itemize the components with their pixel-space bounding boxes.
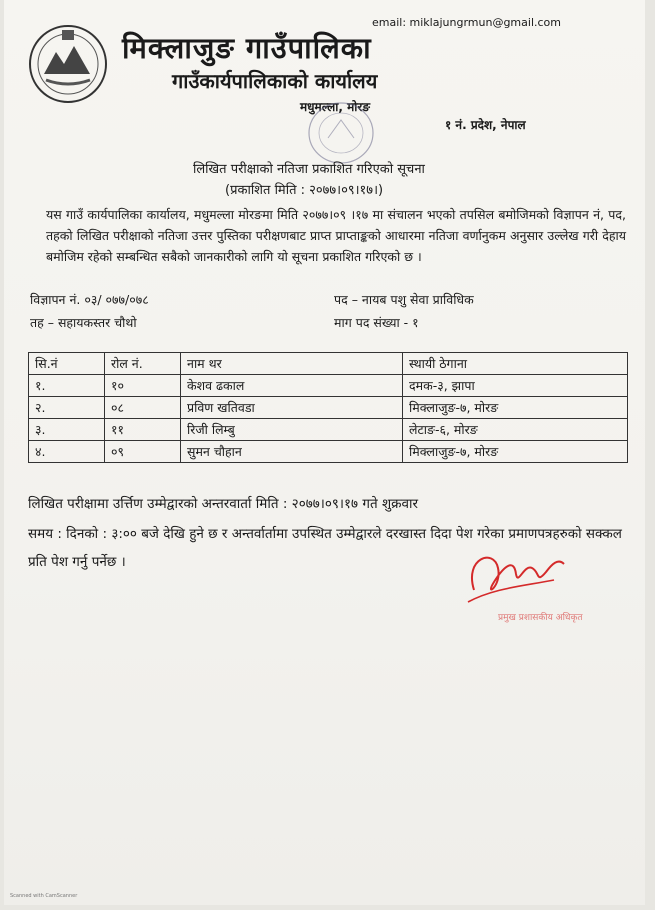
cell-name: केशव ढकाल (181, 375, 403, 397)
cell-serial: १. (29, 375, 105, 397)
post-name: पद – नायब पशु सेवा प्राविधिक (334, 292, 474, 307)
notice-page (4, 0, 645, 905)
cell-address: लेटाङ-६, मोरङ (403, 419, 628, 441)
published-date: (प्रकाशित मिति : २०७७।०९।१७।) (225, 183, 384, 198)
cell-name: प्रविण खतिवडा (181, 397, 403, 419)
cell-name: रिजी लिम्बु (181, 419, 403, 441)
province-label: १ नं. प्रदेश, नेपाल (445, 118, 526, 132)
interview-date: लिखित परीक्षामा उर्त्तिण उम्मेद्वारको अन्तरवार्ता मिति : २०७७।०९।१७ गते शुक्रवार (28, 496, 419, 512)
table-row (29, 441, 628, 463)
office-location: मधुमल्ला, मोरङ (300, 100, 370, 114)
header-address: स्थायी ठेगाना (403, 353, 628, 375)
cell-roll: ०८ (105, 397, 181, 419)
table-header-row (29, 353, 628, 375)
signature-title: प्रमुख प्रशासकीय अधिकृत (498, 613, 583, 623)
header-name: नाम थर (181, 353, 403, 375)
cell-address: दमक-३, झापा (403, 375, 628, 397)
office-name: गाउँकार्यपालिकाको कार्यालय (172, 69, 378, 93)
notice-body: यस गाउँ कार्यपालिका कार्यालय, मधुमल्ला मोरङमा मिति २०७७।०९ ।१७ मा संचालन भएको तपसिल बमोजिमको विज्ञापन नं, पद, तहको लिखित परीक्षाको नतिजा उत्तर पुस्तिका परीक्षणबाट प्राप्त प्राप्ताङ्कको आधारमा नतिजा वर्णानुकम अनुसार उल्लेख गरी देहाय बमोजिम रहेको सम्बन्धित सबैको जानकारीको लागि यो सूचना प्रकाशित गरिएको छ । (46, 207, 626, 264)
header-serial: सि.नं (29, 353, 105, 375)
cell-serial: २. (29, 397, 105, 419)
government-emblem-logo (26, 22, 110, 106)
table-row (29, 397, 628, 419)
cell-roll: १० (105, 375, 181, 397)
demand-post-count: माग पद संख्या - १ (334, 315, 419, 330)
signature-image (454, 528, 594, 638)
cell-serial: ४. (29, 441, 105, 463)
header-roll: रोल नं. (105, 353, 181, 375)
post-level: तह – सहायकस्तर चौथो (30, 315, 137, 330)
cell-name: सुमन चौहान (181, 441, 403, 463)
scanner-watermark: Scanned with CamScanner (10, 893, 78, 899)
table-row (29, 419, 628, 441)
cell-serial: ३. (29, 419, 105, 441)
advertisement-number: विज्ञापन नं. ०३/ ०७७/०७८ (30, 292, 149, 307)
results-table (28, 352, 628, 463)
notice-title: लिखित परीक्षाको नतिजा प्रकाशित गरिएको सूचना (193, 162, 425, 177)
cell-address: मिक्लाजुङ-७, मोरङ (403, 441, 628, 463)
cell-roll: ०९ (105, 441, 181, 463)
cell-roll: ११ (105, 419, 181, 441)
cell-address: मिक्लाजुङ-७, मोरङ (403, 397, 628, 419)
interview-time-note: समय : दिनको : ३:०० बजे देखि हुने छ र अन्तर्वार्तामा उपस्थित उम्मेद्वारले दरखास्त दिदा पेश गरेका प्रमाणपत्रहरुको सक्कल प्रति पेश गर्नु पर्नेछ । (28, 526, 622, 570)
office-stamp (302, 98, 380, 168)
municipality-name: मिक्लाजुङ गाउँपालिका (122, 31, 372, 65)
table-row (29, 375, 628, 397)
email-address: email: miklajungrmun@gmail.com (372, 16, 561, 29)
